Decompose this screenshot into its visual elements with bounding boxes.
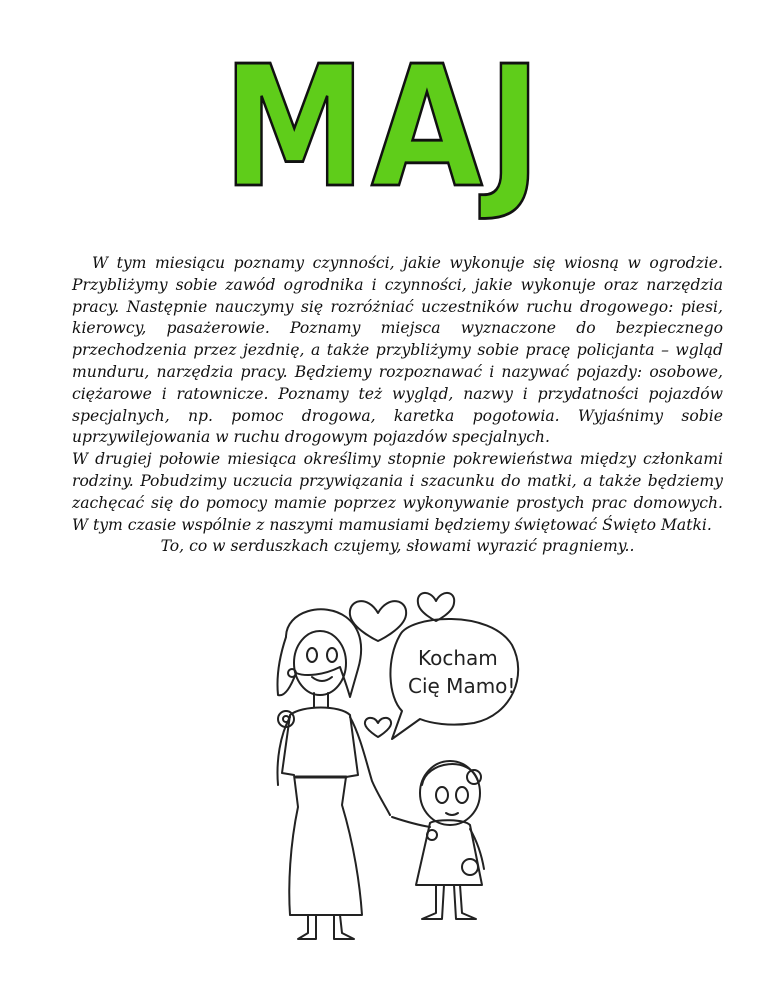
mother-face xyxy=(294,631,346,695)
page-title: MAJ xyxy=(222,30,546,225)
mother-daughter-illustration xyxy=(250,585,530,945)
body-text xyxy=(72,253,723,558)
heart-icon xyxy=(365,718,391,737)
mother-hair xyxy=(277,609,361,697)
bubble-text-line-1: Kocham xyxy=(418,646,498,670)
mother-dress xyxy=(282,708,362,916)
heart-icon xyxy=(418,593,454,621)
title-container xyxy=(0,30,768,225)
paragraph-2: W drugiej połowie miesiąca określimy stopnie pokrewieństwa między członkami rodziny. Pobudzimy uczucia przywiązania i szacunku do matki, a także będziemy zachęcać się do pomocy mamie poprzez wykonywanie prostych prac domowych. W tym czasie wspólnie z naszymi mamusiami będziemy świętować Święto Matki. xyxy=(72,450,723,534)
paragraph-1: W tym miesiącu poznamy czynności, jakie wykonuje się wiosną w ogrodzie. Przybliżymy sobie zawód ogrodnika i czynności, jakie wykonuje oraz narzędzia pracy. Następnie nauczymy się rozróżniać uczestników ruchu drogowego: piesi, kierowcy, pasażerowie. Poznamy miejsca wyznaczone do bezpiecznego przechodzenia przez jezdnię, a także przybliżymy sobie pracę policjanta – wgląd munduru, narzędzia pracy. Będziemy rozpoznawać i nazywać pojazdy: osobowe, ciężarowe i ratownicze. Poznamy też wygląd, nazwy i przydatności pojazdów specjalnych, np. pomoc drogowa, karetka pogotowia. Wyjaśnimy sobie uprzywilejowania w ruchu drogowym pojazdów specjalnych. xyxy=(72,254,723,447)
bubble-text-line-2: Cię Mamo! xyxy=(408,674,516,698)
motto: To, co w serduszkach czujemy, słowami wyrazić pragniemy.. xyxy=(160,537,635,556)
